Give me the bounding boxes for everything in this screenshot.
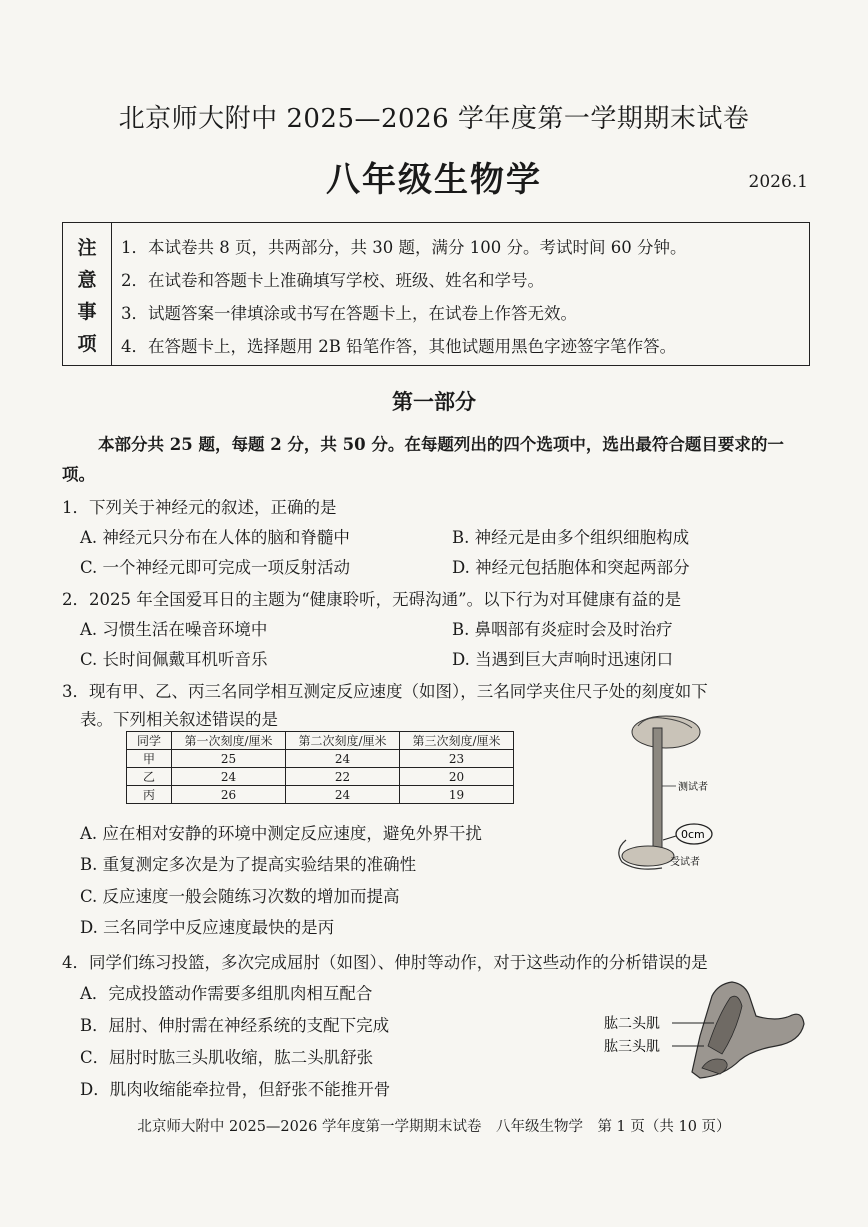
- table-header-cell: 第二次刻度/厘米: [286, 732, 400, 750]
- notice-heading-char: 事: [77, 301, 97, 323]
- table-cell: 22: [286, 768, 400, 786]
- notice-item: 3．试题答案一律填涂或书写在答题卡上，在试卷上作答无效。: [121, 304, 577, 323]
- table-cell: 19: [400, 786, 514, 804]
- triceps-label: 肱三头肌: [604, 1039, 660, 1055]
- question-2-stem: 2．2025 年全国爱耳日的主题为“健康聆听，无碍沟通”。以下行为对耳健康有益的是: [62, 590, 682, 609]
- notice-item: 2．在试卷和答题卡上准确填写学校、班级、姓名和学号。: [121, 271, 544, 290]
- question-4-option-a: A．完成投篮动作需要多组肌肉相互配合: [80, 984, 373, 1003]
- table-cell: 丙: [127, 786, 172, 804]
- question-2-option-c: C. 长时间佩戴耳机听音乐: [80, 650, 268, 669]
- question-1-stem: 1．下列关于神经元的叙述，正确的是: [62, 498, 337, 517]
- tester-hand-illustration: [632, 716, 700, 748]
- question-1-option-b: B. 神经元是由多个组织细胞构成: [452, 528, 690, 547]
- notice-heading-char: 意: [77, 269, 97, 291]
- question-3-stem: 3．现有甲、乙、丙三名同学相互测定反应速度（如图），三名同学夹住尺子处的刻度如下: [62, 682, 708, 701]
- biceps-label: 肱二头肌: [604, 1016, 660, 1032]
- exam-date: 2026.1: [748, 172, 808, 192]
- page-footer: 北京师大附中 2025—2026 学年度第一学期期末试卷 八年级生物学 第 1 页（共 10 页）: [137, 1119, 731, 1135]
- table-header-row: [127, 732, 514, 750]
- table-row: [127, 750, 514, 768]
- section-intro: [62, 430, 814, 490]
- exam-subtitle: 八年级生物学: [326, 160, 542, 200]
- notice-box: [62, 222, 810, 366]
- question-3-stem-continued: 表。下列相关叙述错误的是: [80, 710, 278, 729]
- table-header-cell: 第一次刻度/厘米: [172, 732, 286, 750]
- question-2-option-a: A. 习惯生活在噪音环境中: [80, 620, 268, 639]
- question-3-option-a: A. 应在相对安静的环境中测定反应速度，避免外界干扰: [80, 824, 482, 843]
- question-4-stem: 4．同学们练习投篮，多次完成屈肘（如图）、伸肘等动作，对于这些动作的分析错误的是: [62, 953, 708, 972]
- notice-heading-char: 项: [77, 333, 97, 355]
- table-cell: 24: [172, 768, 286, 786]
- question-3-option-c: C. 反应速度一般会随练习次数的增加而提高: [80, 887, 400, 906]
- table-row: [127, 786, 514, 804]
- table-cell: 25: [172, 750, 286, 768]
- notice-item: 4．在答题卡上，选择题用 2B 铅笔作答，其他试题用黑色字迹签字笔作答。: [121, 337, 677, 356]
- table-cell: 24: [286, 786, 400, 804]
- question-3-option-d: D. 三名同学中反应速度最快的是丙: [80, 918, 335, 937]
- tester-label: 测试者: [678, 782, 708, 793]
- exam-title: 北京师大附中 2025—2026 学年度第一学期期末试卷: [118, 104, 750, 134]
- table-header-cell: 同学: [127, 732, 172, 750]
- question-4-option-c: C．屈肘时肱三头肌收缩，肱二头肌舒张: [80, 1048, 374, 1067]
- notice-item: 1．本试卷共 8 页，共两部分，共 30 题，满分 100 分。考试时间 60 分钟。: [121, 238, 687, 257]
- table-row: [127, 768, 514, 786]
- question-2-option-d: D. 当遇到巨大声响时迅速闭口: [452, 650, 674, 669]
- ruler-illustration: [653, 728, 662, 852]
- zero-cm-label: 0cm: [681, 828, 705, 841]
- notice-heading: [63, 223, 112, 365]
- table-header-cell: 第三次刻度/厘米: [400, 732, 514, 750]
- question-4-option-b: B．屈肘、伸肘需在神经系统的支配下完成: [80, 1016, 390, 1035]
- part-title: 第一部分: [392, 390, 476, 414]
- question-3-option-b: B. 重复测定多次是为了提高实验结果的准确性: [80, 855, 417, 874]
- question-1-option-a: A. 神经元只分布在人体的脑和脊髓中: [80, 528, 350, 547]
- subject-hand-illustration: [622, 846, 674, 866]
- zero-marker-line: [663, 836, 676, 840]
- table-cell: 23: [400, 750, 514, 768]
- intro-text: 本部分共 25 题，每题 2 分，共 50 分。在每题列出的四个选项中，选出最符合题目要求的一项。: [62, 435, 784, 484]
- question-1-option-d: D. 神经元包括胞体和突起两部分: [452, 558, 690, 577]
- table-cell: 20: [400, 768, 514, 786]
- question-1-option-c: C. 一个神经元即可完成一项反射活动: [80, 558, 351, 577]
- table-cell: 26: [172, 786, 286, 804]
- notice-heading-char: 注: [77, 237, 97, 259]
- arm-muscle-figure: [600, 976, 810, 1084]
- table-cell: 乙: [127, 768, 172, 786]
- notice-list: [121, 231, 686, 363]
- question-4-option-d: D．肌肉收缩能牵拉骨，但舒张不能推开骨: [80, 1080, 391, 1099]
- reaction-table: [126, 731, 514, 804]
- ruler-reaction-figure: [608, 712, 718, 874]
- table-cell: 甲: [127, 750, 172, 768]
- table-cell: 24: [286, 750, 400, 768]
- subject-label: 受试者: [670, 857, 700, 868]
- question-2-option-b: B. 鼻咽部有炎症时会及时治疗: [452, 620, 673, 639]
